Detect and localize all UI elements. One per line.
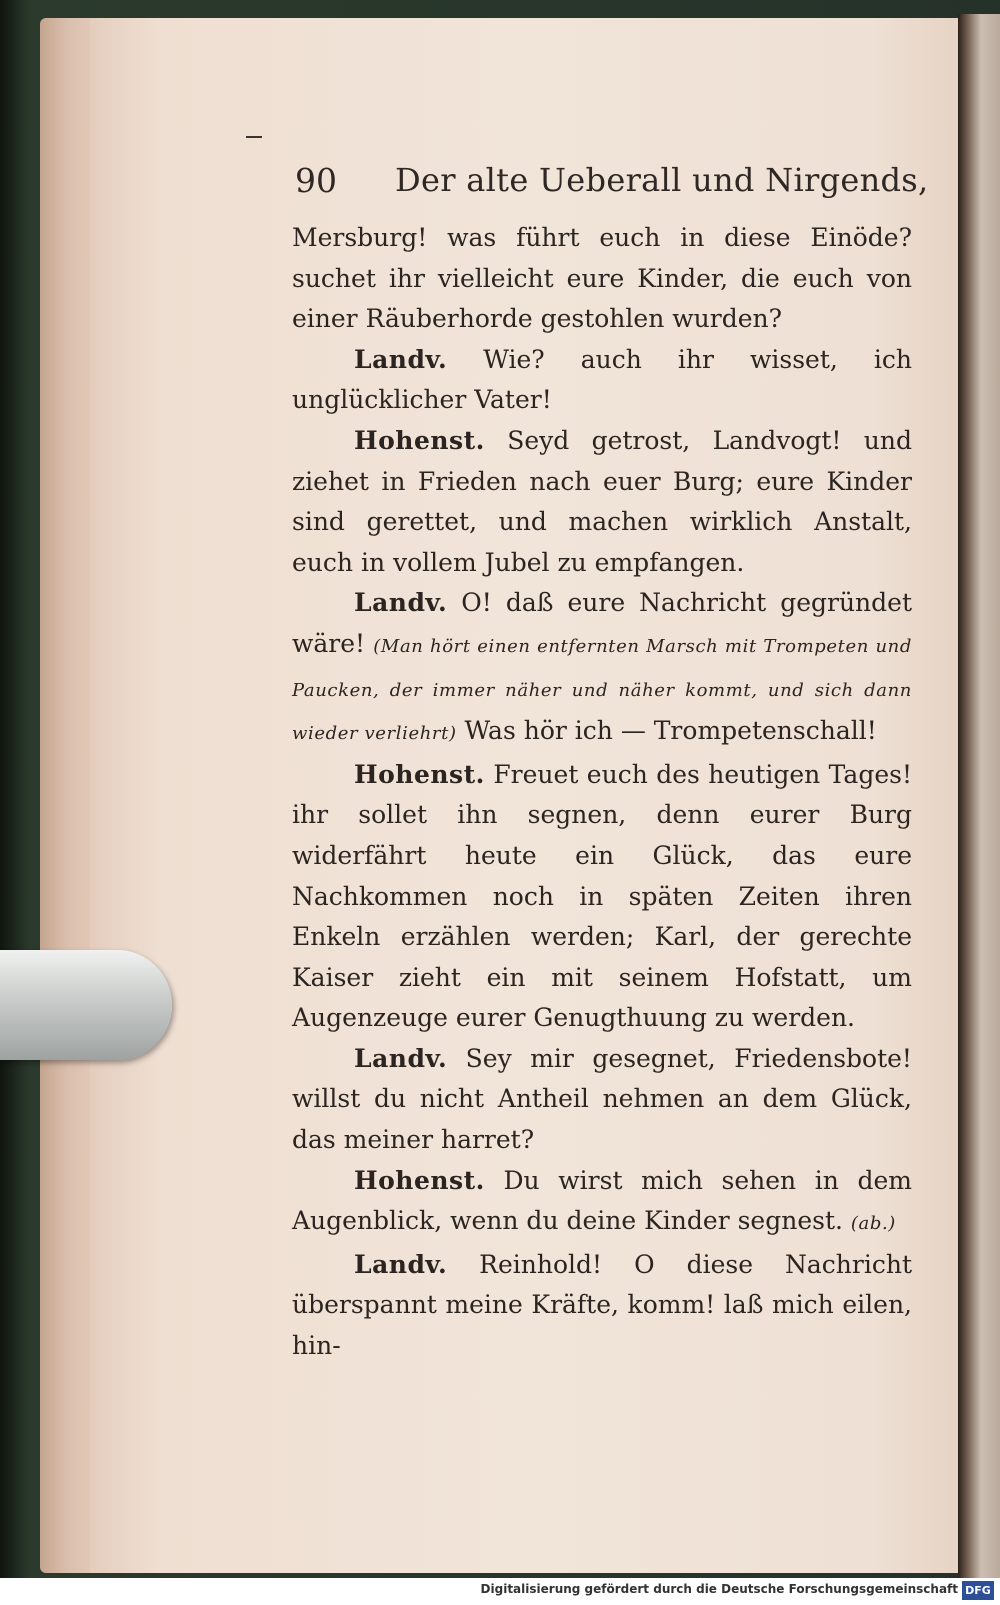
paragraph-1 [292,218,912,340]
funding-credit: Digitalisierung gefördert durch die Deutsche Forschungsgemeinschaft [480,1582,958,1596]
body-text [292,218,912,1367]
paragraph-text-continued: Was hör ich — Trompetenschall! [464,716,877,746]
paragraph-text: Du wirst mich sehen in dem Augenblick, wenn du deine Kinder segnest. [292,1165,912,1236]
margin-mark [246,136,262,138]
speaker-label: Landv. [354,1043,448,1073]
paragraph-3 [292,421,912,583]
page-header [295,155,935,211]
paragraph-4 [292,583,912,754]
paragraph-text: Sey mir gesegnet, Friedensbote! willst du nicht Antheil nehmen an dem Glück, das meiner harret? [292,1043,912,1155]
paragraph-text: O! daß eure Nachricht gegründet wäre! [292,588,912,658]
stage-direction: (Man hört einen entfernten Marsch mit Trompeten und Paucken, der immer näher und näher kommt, und sich dann wieder verliehrt) [292,635,912,745]
running-title: Der alte Ueberall und Nirgends, [395,161,929,199]
page-number: 90 [295,161,337,200]
paragraph-6 [292,1039,912,1161]
paragraph-text: Seyd getrost, Landvogt! und ziehet in Frieden nach euer Burg; eure Kinder sind gerettet, und machen wirklich Anstalt, euch in vollem Jubel zu empfangen. [292,425,912,577]
speaker-label: Hohenst. [354,425,485,455]
paragraph-text: Mersburg! was führt euch in diese Einöde? suchet ihr vielleicht eure Kinder, die euch von einer Räuberhorde gestohlen wurden? [292,223,912,334]
footer-bar [0,1578,1000,1605]
paragraph-text: Freuet euch des heutigen Tages! ihr sollet ihn segnen, denn eurer Burg widerfährt heute ein Glück, das eure Nachkommen noch in späten Zeiten ihren Enkeln erzählen werden; Karl, der gerechte Kaiser zieht ein mit seinem Hofstatt, um Augenzeuge eurer Genugthuung zu werden. [292,759,912,1033]
paragraph-8 [292,1245,912,1367]
stage-direction: (ab.) [850,1213,896,1235]
speaker-label: Hohenst. [354,759,485,789]
speaker-label: Landv. [354,344,448,374]
page-clip [0,950,172,1060]
speaker-label: Landv. [354,1249,448,1279]
paragraph-5 [292,755,912,1039]
paragraph-7 [292,1161,912,1245]
paragraph-text: Reinhold! O diese Nachricht überspannt meine Kräfte, komm! laß mich eilen, hin- [292,1249,912,1361]
speaker-label: Landv. [354,588,448,618]
dfg-logo: DFG [962,1581,994,1600]
paragraph-text: Wie? auch ihr wisset, ich unglücklicher Vater! [292,344,912,415]
speaker-label: Hohenst. [354,1165,485,1195]
facing-page-edge [958,14,1000,1579]
paragraph-2 [292,340,912,421]
